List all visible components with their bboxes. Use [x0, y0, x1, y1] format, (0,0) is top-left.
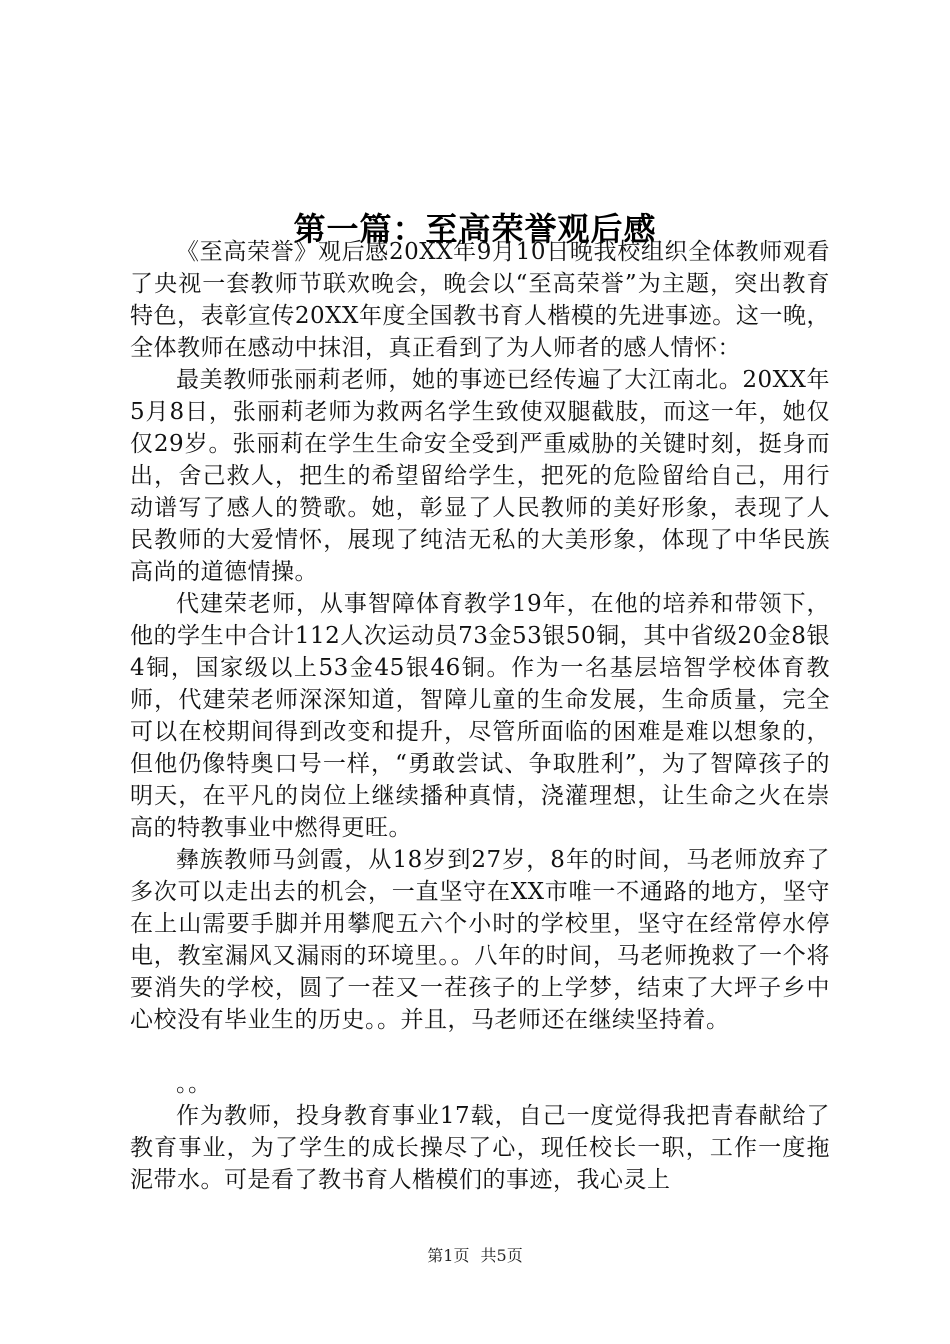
paragraph-zhang-lili: 最美教师张丽莉老师，她的事迹已经传遍了大江南北。20XX年5月8日，张丽莉老师为救两名学生致使双腿截肢，而这一年，她仅仅29岁。张丽莉在学生生命安全受到严重威胁的关键时刻，挺身而出，舍己救人，把生的希望留给学生，把死的危险留给自己，用行动谱写了感人的赞歌。她，彰显了人民教师的美好形象，表现了人民教师的大爱情怀，展现了纯洁无私的大美形象，体现了中华民族高尚的道德情操。: [130, 367, 830, 585]
document-title: 第一篇：至高荣誉观后感: [293, 210, 657, 249]
page-footer: [0, 1246, 950, 1266]
paragraph-reflection: 作为教师，投身教育事业17载，自己一度觉得我把青春献给了教育事业，为了学生的成长操尽了心，现任校长一职，工作一度拖泥带水。可是看了教书育人楷模们的事迹，我心灵上: [130, 1103, 830, 1193]
paragraph-ellipsis: 。。: [176, 1071, 212, 1097]
page-number: 第1页: [427, 1246, 470, 1265]
paragraph-ma-jianxia: 彝族教师马剑霞，从18岁到27岁，8年的时间，马老师放弃了多次可以走出去的机会，一直坚守在XX市唯一不通路的地方，坚守在上山需要手脚并用攀爬五六个小时的学校里，坚守在经常停水停电，教室漏风又漏雨的环境里。。八年的时间，马老师挽救了一个将要消失的学校，圆了一茬又一茬孩子的上学梦，结束了大坪子乡中心校没有毕业生的历史。。并且，马老师还在继续坚持着。: [130, 847, 830, 1033]
document-body: [130, 236, 830, 1196]
paragraph-intro: 《至高荣誉》观后感20XX年9月10日晚我校组织全体教师观看了央视一套教师节联欢晚会，晚会以“至高荣誉”为主题，突出教育特色，表彰宣传20XX年度全国教书育人楷模的先进事迹。这一晚，全体教师在感动中抹泪，真正看到了为人师者的感人情怀：: [130, 239, 830, 361]
paragraph-blank: [130, 1036, 830, 1068]
page-total: 共5页: [480, 1246, 523, 1265]
paragraph-dai-jianrong: 代建荣老师，从事智障体育教学19年，在他的培养和带领下，他的学生中合计112人次运动员73金53银50铜，其中省级20金8银4铜，国家级以上53金45银46铜。作为一名基层培智学校体育教师，代建荣老师深深知道，智障儿童的生命发展，生命质量，完全可以在校期间得到改变和提升，尽管所面临的困难是难以想象的，但他仍像特奥口号一样，“勇敢尝试、争取胜利”，为了智障孩子的明天，在平凡的岗位上继续播种真情，浇灌理想，让生命之火在崇高的特教事业中燃得更旺。: [130, 591, 830, 841]
